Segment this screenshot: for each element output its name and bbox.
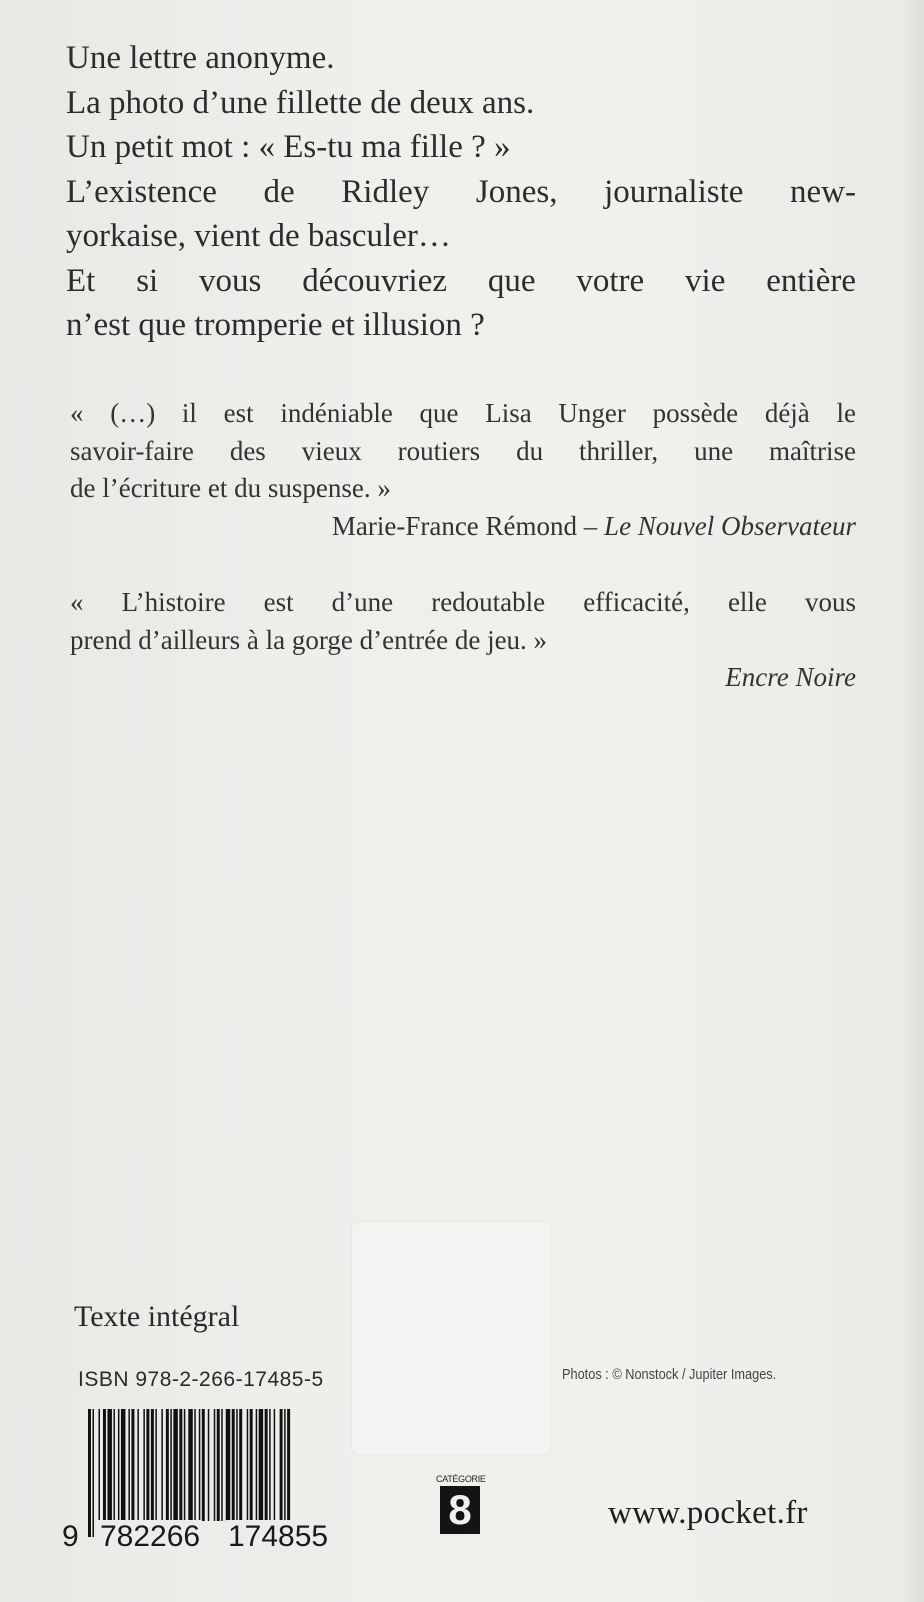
quote-publication: Le Nouvel Observateur	[604, 510, 856, 541]
barcode	[88, 1409, 350, 1537]
barcode-bar	[107, 1409, 111, 1521]
barcode-bar	[194, 1409, 196, 1537]
barcode-bar	[166, 1409, 169, 1521]
quote-line: « L’histoire est d’une redoutable efficacité, elle vous	[70, 587, 856, 617]
barcode-bar	[143, 1409, 145, 1521]
barcode-bar	[199, 1409, 201, 1521]
quote-author: Marie-France Rémond –	[331, 510, 605, 541]
barcode-bar	[184, 1409, 186, 1521]
barcode-bar	[259, 1409, 263, 1521]
quote-publication: Encre Noire	[725, 662, 856, 692]
barcode-bar	[217, 1409, 220, 1521]
blurb-line: yorkaise, vient de basculer…	[66, 218, 451, 254]
barcode-bar	[269, 1409, 271, 1521]
barcode-bar	[98, 1409, 100, 1521]
barcode-bar	[88, 1409, 91, 1537]
barcode-bar	[239, 1409, 242, 1521]
isbn: ISBN 978-2-266-17485-5	[78, 1368, 324, 1391]
blurb-text	[66, 36, 856, 348]
press-quote	[70, 584, 856, 697]
edition-label: Texte intégral	[74, 1300, 240, 1333]
barcode-bar	[188, 1409, 192, 1537]
barcode-bar	[280, 1409, 283, 1521]
quote-line: de l’écriture et du suspense. »	[70, 473, 391, 503]
publisher-website: www.pocket.fr	[608, 1495, 808, 1531]
barcode-bar	[103, 1409, 106, 1521]
barcode-left-group: 782266	[100, 1520, 201, 1553]
cover-edge-shadow	[902, 0, 924, 1602]
barcode-bar	[232, 1409, 235, 1521]
barcode-bar	[173, 1409, 177, 1521]
quote-attribution	[70, 659, 856, 697]
barcode-bar	[256, 1409, 258, 1521]
barcode-bar	[208, 1409, 210, 1521]
category-value: 8	[440, 1486, 480, 1534]
blurb-line: n’est que tromperie et illusion ?	[66, 307, 485, 343]
barcode-bar	[128, 1409, 130, 1521]
barcode-bar	[161, 1409, 163, 1521]
barcode-bar	[179, 1409, 182, 1521]
quote-line: savoir-faire des vieux routiers du thriller, une maîtrise	[70, 435, 856, 466]
barcode-bar	[118, 1409, 120, 1521]
barcode-bar	[113, 1409, 115, 1521]
blurb-line: Et si vous découvriez que votre vie entière	[66, 262, 856, 299]
barcode-bar	[274, 1409, 276, 1521]
barcode-bar	[202, 1409, 205, 1521]
blurb-line: L’existence de Ridley Jones, journaliste new-	[66, 173, 856, 210]
barcode-bar	[284, 1409, 286, 1521]
blurb-line: Un petit mot : « Es-tu ma fille ? »	[66, 129, 511, 165]
category-label: CATÉGORIE	[436, 1474, 486, 1484]
category-badge	[436, 1474, 484, 1534]
barcode-bar	[151, 1409, 154, 1521]
barcode-bar	[236, 1409, 238, 1521]
barcode-bar	[247, 1409, 249, 1521]
quote-line: prend d’ailleurs à la gorge d’entrée de jeu. »	[70, 624, 548, 655]
barcode-bar	[155, 1409, 157, 1521]
barcode-right-group: 174855	[228, 1520, 329, 1553]
blurb-line: Une lettre anonyme.	[66, 40, 335, 76]
barcode-bar	[137, 1409, 139, 1521]
barcode-bar	[121, 1409, 125, 1521]
barcode-bar	[170, 1409, 172, 1521]
barcode-bar	[265, 1409, 268, 1521]
barcode-first-digit: 9	[62, 1520, 79, 1553]
barcode-bar	[287, 1409, 290, 1537]
blurb-line: La photo d’une fillette de deux ans.	[66, 84, 535, 121]
press-quote	[70, 395, 856, 545]
quote-line: « (…) il est indéniable que Lisa Unger possède déjà le	[70, 398, 856, 428]
barcode-bar	[226, 1409, 230, 1521]
barcode-bar	[92, 1409, 94, 1537]
photo-credits: Photos : © Nonstock / Jupiter Images.	[562, 1366, 777, 1383]
price-sticker-area	[352, 1222, 550, 1454]
barcode-bar	[250, 1409, 253, 1521]
barcode-bar	[146, 1409, 149, 1521]
barcode-bar	[214, 1409, 216, 1521]
barcode-bar	[131, 1409, 134, 1521]
quote-attribution	[70, 508, 856, 546]
barcode-bar	[221, 1409, 223, 1521]
